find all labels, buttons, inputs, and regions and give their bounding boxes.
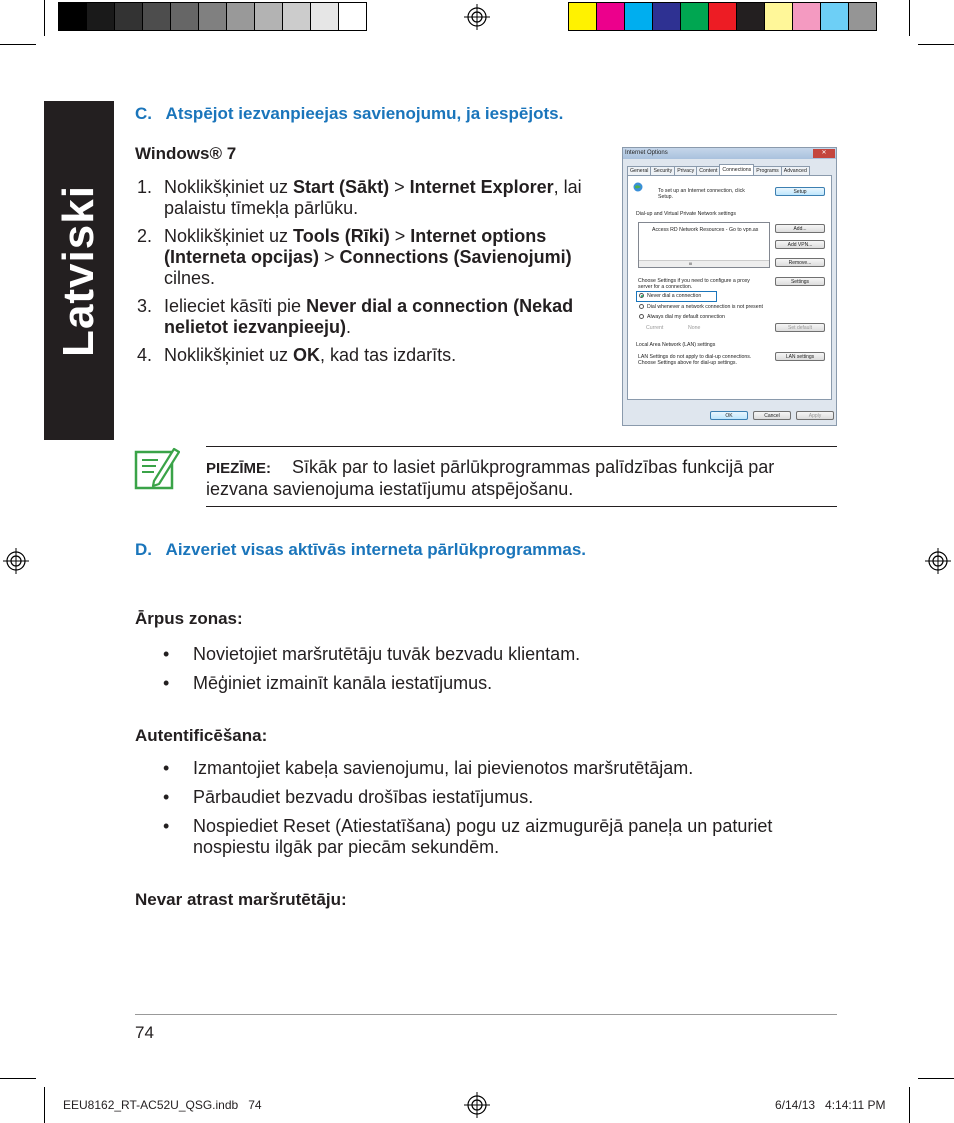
color-swatch (568, 2, 597, 31)
dialog-titlebar (623, 148, 836, 159)
tab-advanced[interactable]: Advanced (781, 166, 810, 176)
step-bold-text: Internet options (Interneta opcijas) (164, 226, 547, 267)
step-text: , lai palaistu tīmekļa pārlūku. (164, 177, 582, 218)
color-swatch (736, 2, 765, 31)
note-text-block (206, 457, 838, 500)
color-swatch (86, 2, 115, 31)
list-item (135, 816, 845, 858)
footer-date: 6/14/13 4:14:11 PM (775, 1098, 886, 1112)
dialog-title: Internet Options (625, 150, 668, 156)
tab-security[interactable]: Security (650, 166, 675, 176)
current-label: Current (646, 325, 664, 331)
lan-label: Local Area Network (LAN) settings (636, 342, 716, 348)
current-value: None (688, 325, 701, 331)
step-item (137, 296, 613, 338)
note-icon (134, 445, 180, 491)
setup-text-2: Setup. (658, 194, 673, 200)
radio-always-label: Always dial my default connection (647, 314, 725, 320)
step-text: > (389, 177, 410, 197)
step-text: . (346, 317, 352, 337)
set-default-button[interactable]: Set default (775, 323, 825, 332)
crop-mark (909, 0, 910, 36)
bullet-icon: • (163, 758, 170, 778)
cancel-button[interactable]: Cancel (753, 411, 791, 420)
color-swatch (708, 2, 737, 31)
color-swatch (310, 2, 339, 31)
tab-content[interactable]: Content (696, 166, 720, 176)
apply-button[interactable]: Apply (796, 411, 834, 420)
step-item (137, 345, 613, 366)
ok-button[interactable]: OK (710, 411, 748, 420)
section-d-heading: D. Aizveriet visas aktīvās interneta pārlūkprogrammas. (135, 540, 587, 559)
close-icon[interactable]: ✕ (813, 149, 835, 158)
list-item[interactable]: Access RD Network Resources - Go to vpn.as (652, 227, 759, 233)
color-swatch (114, 2, 143, 31)
globe-icon (633, 182, 643, 192)
step-text: cilnes. (164, 268, 216, 288)
color-swatch (226, 2, 255, 31)
os-label: Windows® 7 (135, 144, 237, 163)
radio-always-dial[interactable] (639, 314, 644, 319)
color-swatch (282, 2, 311, 31)
remove-button[interactable]: Remove... (775, 258, 825, 267)
note-label: PIEZĪME: (206, 460, 272, 477)
color-swatch (792, 2, 821, 31)
settings-button[interactable]: Settings (775, 277, 825, 286)
out-of-range-list (135, 644, 840, 702)
internet-options-dialog (622, 147, 837, 426)
crop-mark (909, 1087, 910, 1123)
step-bold-text: Connections (Savienojumi) (339, 247, 572, 267)
proxy-text-2: server for a connection. (638, 284, 693, 290)
bullet-icon: • (163, 673, 170, 693)
side-tab-label: Latviski (54, 185, 103, 357)
steps-list (137, 177, 613, 373)
bullet-icon: • (163, 787, 170, 807)
connections-panel (627, 175, 832, 400)
list-item-text: Izmantojiet kabeļa savienojumu, lai pievienotos maršrutētājam. (193, 758, 694, 778)
tab-programs[interactable]: Programs (753, 166, 782, 176)
setup-text-1: To set up an Internet connection, click (658, 188, 745, 194)
bullet-icon: • (163, 644, 170, 664)
color-swatch (848, 2, 877, 31)
registration-mark-icon (3, 548, 29, 574)
setup-button[interactable]: Setup (775, 187, 825, 196)
tab-general[interactable]: General (627, 166, 651, 176)
crop-mark (918, 44, 954, 45)
step-bold-text: Start (Sākt) (293, 177, 390, 197)
step-text: Noklikšķiniet uz (164, 226, 294, 246)
color-swatch (170, 2, 199, 31)
crop-mark (0, 1078, 36, 1079)
out-of-range-heading: Ārpus zonas: (135, 609, 243, 628)
color-swatch (198, 2, 227, 31)
list-scrollbar[interactable] (639, 260, 769, 267)
language-side-tab (44, 101, 114, 440)
step-number: 2. (137, 226, 153, 246)
lan-text-1: LAN Settings do not apply to dial-up connections. (638, 354, 752, 360)
step-bold-text: Never dial a connection (Nekad nelietot iezvanpieeju) (164, 296, 574, 337)
note-text: Sīkāk par to lasiet pārlūkprogrammas palīdzības funkcijā par iezvana savienojuma iestatījumu atspējošanu. (206, 457, 775, 499)
dialup-label: Dial-up and Virtual Private Network settings (636, 211, 736, 217)
add-button[interactable]: Add... (775, 224, 825, 233)
step-bold-text: OK (293, 345, 321, 365)
bullet-icon: • (163, 816, 170, 836)
authentication-list (135, 758, 845, 866)
connections-listbox[interactable] (638, 222, 770, 268)
tab-connections[interactable]: Connections (719, 164, 754, 176)
section-c-heading: C. Atspējot iezvanpieejas savienojumu, ja iespējots. (135, 104, 564, 123)
step-text: , kad tas izdarīts. (320, 345, 457, 365)
note-top-rule (206, 446, 837, 447)
crop-mark (44, 0, 45, 36)
add-vpn-button[interactable]: Add VPN... (775, 240, 825, 249)
list-item (135, 673, 840, 694)
registration-mark-icon (925, 548, 951, 574)
list-item (135, 758, 845, 779)
color-swatch (820, 2, 849, 31)
registration-mark-icon (464, 1092, 490, 1118)
note-bottom-rule (206, 506, 837, 507)
list-item-text: Nospiediet Reset (Atiestatīšana) pogu uz aizmugurējā paneļa un paturiet nospiestu ilgāk par piecām sekundēm. (193, 816, 773, 857)
list-item-text: Pārbaudiet bezvadu drošības iestatījumus. (193, 787, 534, 807)
list-item (135, 644, 840, 665)
list-item (135, 787, 845, 808)
color-swatch (680, 2, 709, 31)
color-swatch (652, 2, 681, 31)
color-swatch (254, 2, 283, 31)
radio-dial-whenever[interactable] (639, 304, 644, 309)
lan-settings-button[interactable]: LAN settings (775, 352, 825, 361)
color-swatch (58, 2, 87, 31)
lan-text-2: Choose Settings above for dial-up settings. (638, 360, 737, 366)
step-bold-text: Internet Explorer (409, 177, 554, 197)
page-number: 74 (135, 1023, 154, 1042)
crop-mark (0, 44, 36, 45)
proxy-text-1: Choose Settings if you need to configure a proxy (638, 278, 750, 284)
crop-mark (44, 1087, 45, 1123)
color-swatch (624, 2, 653, 31)
crop-mark (918, 1078, 954, 1079)
registration-mark-icon (464, 4, 490, 30)
color-swatch (596, 2, 625, 31)
step-number: 3. (137, 296, 153, 316)
grayscale-bar (58, 2, 366, 32)
color-swatch (764, 2, 793, 31)
step-item (137, 177, 613, 219)
tab-privacy[interactable]: Privacy (674, 166, 697, 176)
footer-rule (135, 1014, 837, 1015)
step-text: Ielieciet kāsīti pie (164, 296, 307, 316)
authentication-heading: Autentificēšana: (135, 726, 268, 745)
color-bar (568, 2, 876, 32)
list-scroll-grip: III (689, 261, 693, 266)
color-swatch (338, 2, 367, 31)
radio-whenever-label: Dial whenever a network connection is not present (647, 304, 763, 310)
color-swatch (142, 2, 171, 31)
step-number: 1. (137, 177, 153, 197)
list-item-text: Mēģiniet izmainīt kanāla iestatījumus. (193, 673, 493, 693)
step-text: Noklikšķiniet uz (164, 345, 294, 365)
step-bold-text: Tools (Rīki) (293, 226, 390, 246)
step-number: 4. (137, 345, 153, 365)
list-item-text: Novietojiet maršrutētāju tuvāk bezvadu klientam. (193, 644, 581, 664)
step-text: > (319, 247, 340, 267)
cannot-find-heading: Nevar atrast maršrutētāju: (135, 890, 347, 909)
footer-file: EEU8162_RT-AC52U_QSG.indb 74 (63, 1098, 262, 1112)
radio-never-label: Never dial a connection (647, 293, 702, 299)
step-text: > (389, 226, 411, 246)
step-item (137, 226, 613, 289)
radio-never-dial[interactable] (639, 293, 644, 298)
step-text: Noklikšķiniet uz (164, 177, 294, 197)
